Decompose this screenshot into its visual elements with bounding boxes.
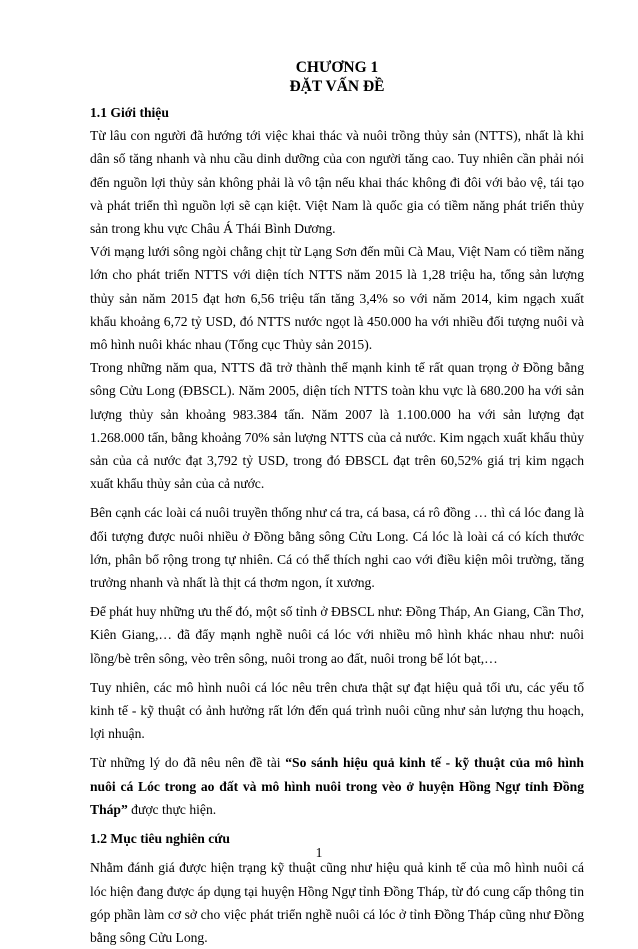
paragraph-intro-7-prefix: Từ những lý do đã nêu nên đề tài (90, 755, 286, 771)
paragraph-intro-2: Với mạng lưới sông ngòi chằng chịt từ Lạng Sơn đến mũi Cà Mau, Việt Nam có tiềm năng lớn cho phát triển NTTS với diện tích NTTS năm 2015 là 1,28 triệu ha, tổng sản lượng thủy sản năm 2015 đạt hơn 6,56 triệu tấn tăng 3,4% so với năm 2014, kim ngạch xuất khẩu khoảng 6,72 tỷ USD, đó NTTS nước ngọt là 450.000 ha với nhiều đối tượng nuôi và mô hình nuôi khác nhau (Tổng cục Thủy sản 2015). (90, 244, 584, 353)
section-heading-objectives: 1.2 Mục tiêu nghiên cứu (90, 831, 230, 847)
document-page (90, 58, 584, 949)
paragraph-intro-1: Từ lâu con người đã hướng tới việc khai thác và nuôi trồng thủy sản (NTTS), nhất là khi dân số tăng nhanh và nhu cầu dinh dưỡng của con người tăng cao. Tuy nhiên cần phải nói đến nguồn lợi thủy sản không phải là vô tận nếu khai thác không đi đôi với bảo vệ, tái tạo và phát triển thì nguồn lợi sẽ cạn kiệt. Việt Nam là quốc gia có tiềm năng phát triển thủy sản trong khu vực Châu Á Thái Bình Dương. (90, 128, 584, 237)
paragraph-intro-6: Tuy nhiên, các mô hình nuôi cá lóc nêu trên chưa thật sự đạt hiệu quả tối ưu, các yếu tố kinh tế - kỹ thuật có ảnh hưởng rất lớn đến quá trình nuôi cũng như sản lượng thu hoạch, lợi nhuận. (90, 679, 584, 742)
paragraph-intro-7-suffix: được thực hiện. (127, 801, 217, 817)
paragraph-intro-7 (90, 751, 584, 821)
section-heading-intro: 1.1 Giới thiệu (90, 105, 169, 120)
thesis-title: “So sánh hiệu quả kinh tế - kỹ thuật của mô hình nuôi cá Lóc trong ao đất và mô hình nuôi trong vèo ở huyện Hồng Ngự tỉnh Đồng Tháp” (90, 755, 584, 817)
page-number: 1 (315, 845, 323, 860)
chapter-number: CHƯƠNG 1 (295, 59, 379, 76)
paragraph-objectives-1: Nhằm đánh giá được hiện trạng kỹ thuật cũng như hiệu quả kinh tế của mô hình nuôi cá lóc hiện đang được áp dụng tại huyện Hồng Ngự tỉnh Đồng Tháp, từ đó cung cấp thông tin góp phần làm cơ sở cho việc phát triển nghề nuôi cá lóc ở tỉnh Đồng Tháp cũng như Đồng bằng sông Cửu Long. (90, 860, 584, 945)
chapter-title: ĐẶT VẤN ĐỀ (289, 78, 385, 95)
paragraph-intro-5: Để phát huy những ưu thế đó, một số tỉnh ở ĐBSCL như: Đồng Tháp, An Giang, Cần Thơ, Kiên Giang,… đã đẩy mạnh nghề nuôi cá lóc với nhiều mô hình khác nhau như: nuôi lồng/bè trên sông, vèo trên sông, nuôi trong ao đất, nuôi trong bể lót bạt,… (90, 604, 584, 666)
paragraph-intro-3: Trong những năm qua, NTTS đã trở thành thế mạnh kinh tế rất quan trọng ở Đồng bằng sông Cửu Long (ĐBSCL). Năm 2005, diện tích NTTS toàn khu vực là 680.200 ha với sản lượng thủy sản khoảng 983.384 tấn. Năm 2007 là 1.100.000 ha với sản lượng đạt 1.268.000 tấn, bằng khoảng 70% sản lượng NTTS của cả nước. Kim ngạch xuất khẩu thủy sản của cả nước đạt 3,792 tỷ USD, trong đó ĐBSCL đạt trên 60,52% giá trị kim ngạch xuất khẩu thủy sản của cả nước. (90, 360, 584, 492)
paragraph-intro-4: Bên cạnh các loài cá nuôi truyền thống như cá tra, cá basa, cá rô đồng … thì cá lóc đang là đối tượng được nuôi nhiều ở Đồng bằng sông Cửu Long. Cá lóc là loài cá có kích thước lớn, phân bố rộng trong tự nhiên. Cá có thể thích nghi cao với điều kiện môi trường, tăng trưởng nhanh và nhất là thịt cá thơm ngon, ít xương. (90, 505, 584, 591)
